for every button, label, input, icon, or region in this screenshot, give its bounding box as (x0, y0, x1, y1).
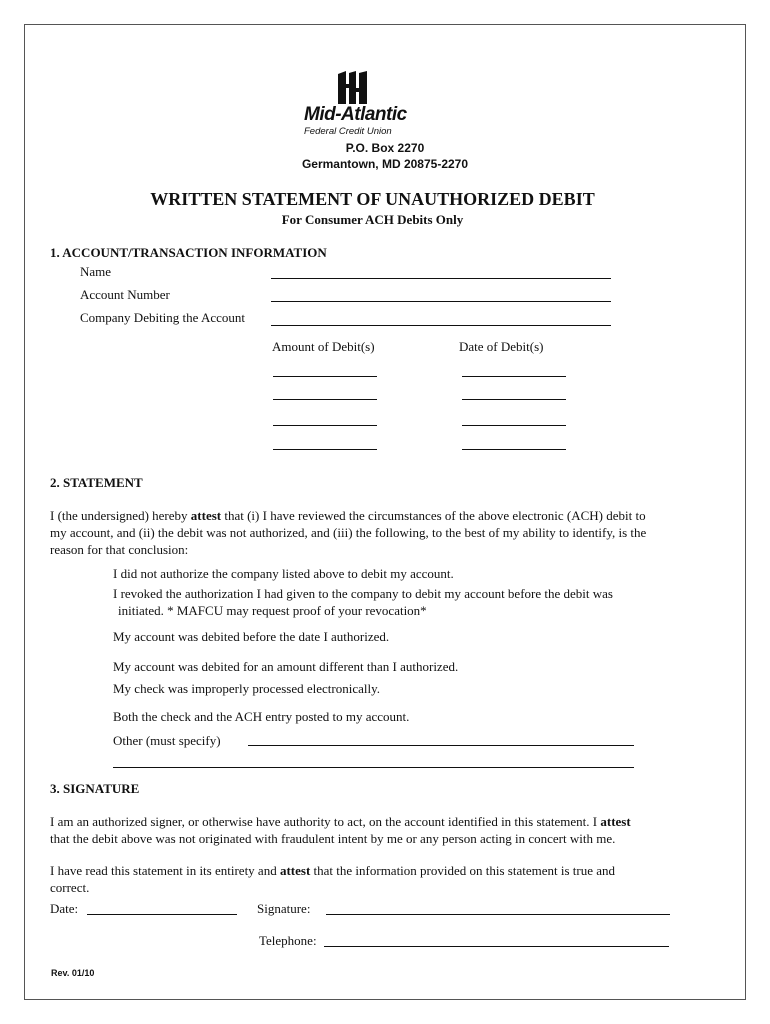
telephone-field[interactable] (324, 946, 669, 947)
date-field-1[interactable] (462, 376, 566, 377)
amount-field-2[interactable] (273, 399, 377, 400)
address-line-1: P.O. Box 2270 (345, 141, 425, 155)
statement-paragraph-line-1: I (the undersigned) hereby attest that (i) I have reviewed the circumstances of the above electronic (ACH) debit to (50, 508, 646, 523)
amount-field-3[interactable] (273, 425, 377, 426)
attestation-line-1: I have read this statement in its entirety and attest that the information provided on this statement is true and (50, 863, 616, 878)
revision-label: Rev. 01/10 (51, 968, 95, 978)
section1-heading: 1. ACCOUNT/TRANSACTION INFORMATION (50, 245, 327, 260)
address-line-2: Germantown, MD 20875-2270 (301, 157, 469, 171)
company-label: Company Debiting the Account (80, 310, 246, 325)
reason-no-authorization[interactable]: I did not authorize the company listed above to debit my account. (113, 566, 454, 581)
reason-debited-early[interactable]: My account was debited before the date I authorized. (113, 629, 390, 644)
company-field[interactable] (271, 325, 611, 326)
other-specify-field-line-2[interactable] (113, 767, 634, 768)
form-title: WRITTEN STATEMENT OF UNAUTHORIZED DEBIT (150, 189, 595, 209)
reason-revoked-authorization[interactable]: I revoked the authorization I had given to the company to debit my account before the debit was (113, 586, 613, 601)
section2-heading: 2. STATEMENT (50, 475, 143, 490)
reason-check-and-ach-posted[interactable]: Both the check and the ACH entry posted to my account. (113, 709, 410, 724)
reason-different-amount[interactable]: My account was debited for an amount different than I authorized. (113, 659, 459, 674)
other-specify-field[interactable] (248, 745, 634, 746)
date-field-3[interactable] (462, 425, 566, 426)
date-label: Date: (50, 901, 79, 916)
date-field[interactable] (87, 914, 237, 915)
logo-name: Mid-Atlantic (304, 104, 407, 125)
date-field-2[interactable] (462, 399, 566, 400)
attestation-line-2: correct. (50, 880, 90, 895)
statement-paragraph-line-2: my account, and (ii) the debit was not authorized, and (iii) the following, to the best of my ability to identify, is the (50, 525, 647, 540)
reason-check-improperly-processed[interactable]: My check was improperly processed electronically. (113, 681, 381, 696)
credit-union-logo-icon (334, 70, 374, 106)
section3-heading: 3. SIGNATURE (50, 781, 140, 796)
amount-field-4[interactable] (273, 449, 377, 450)
telephone-label: Telephone: (259, 933, 317, 948)
statement-paragraph-line-3: reason for that conclusion: (50, 542, 189, 557)
signature-label: Signature: (257, 901, 311, 916)
authorized-signer-line-2: that the debit above was not originated with fraudulent intent by me or any person acting in concert with me. (50, 831, 616, 846)
logo-subtitle: Federal Credit Union (304, 126, 392, 137)
reason-revoked-note: initiated. * MAFCU may request proof of your revocation* (118, 603, 427, 618)
name-label: Name (80, 264, 112, 279)
amount-field-1[interactable] (273, 376, 377, 377)
amount-header: Amount of Debit(s) (272, 339, 375, 354)
account-number-field[interactable] (271, 301, 611, 302)
date-field-4[interactable] (462, 449, 566, 450)
date-header: Date of Debit(s) (459, 339, 544, 354)
signature-field[interactable] (326, 914, 670, 915)
name-field[interactable] (271, 278, 611, 279)
reason-other[interactable]: Other (must specify) (113, 733, 221, 748)
authorized-signer-line-1: I am an authorized signer, or otherwise have authority to act, on the account identified in this statement. I attest (50, 814, 631, 829)
form-subtitle: For Consumer ACH Debits Only (281, 212, 464, 227)
account-number-label: Account Number (80, 287, 170, 302)
